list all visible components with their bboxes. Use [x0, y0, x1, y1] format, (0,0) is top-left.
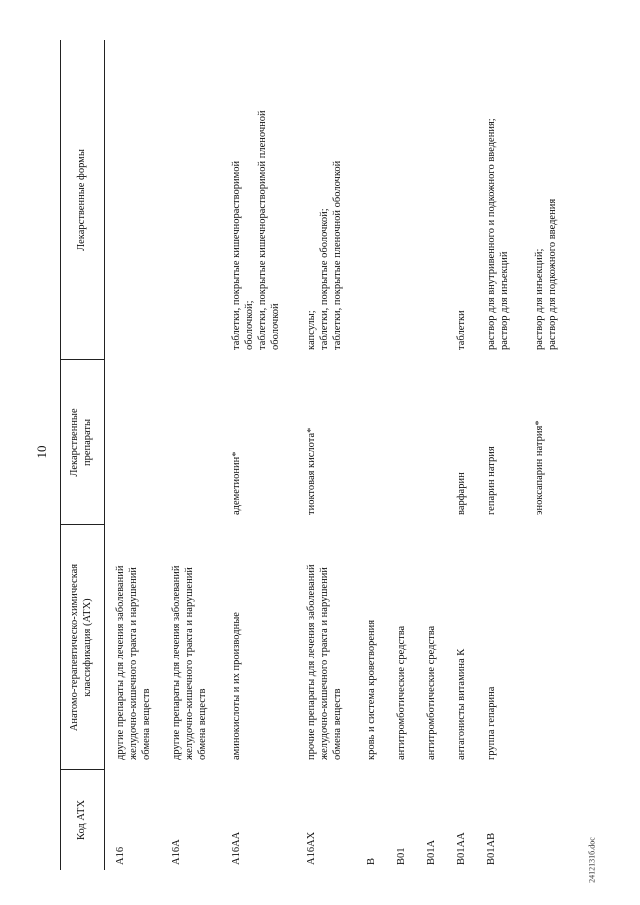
row-atc-line: антитромботические средства	[396, 625, 407, 760]
row-atc-line: другие препараты для лечения заболеваний	[115, 565, 126, 760]
header-code	[62, 770, 102, 870]
row-atc-line: группа гепарина	[486, 686, 497, 760]
row-atc	[365, 535, 378, 760]
row-code: B01	[396, 847, 407, 865]
header-atc-text: Анатомо-терапевтическо-химическая	[69, 563, 81, 732]
row-forms	[230, 50, 282, 350]
header-atc	[62, 525, 102, 770]
header-code-text: Код АТХ	[75, 799, 87, 841]
row-atc	[425, 535, 438, 760]
row-form-line: капсулы;	[306, 310, 317, 350]
row-drug: адеметионин*	[231, 451, 242, 515]
row-atc-line: кровь и система кроветворения	[366, 619, 377, 760]
row-form-line: оболочкой;	[244, 300, 255, 350]
row-code: A16	[115, 846, 126, 865]
row-form-line: таблетки, покрытые пленочной оболочкой	[332, 160, 343, 350]
row-atc	[395, 535, 408, 760]
row-code: A16AA	[231, 831, 242, 865]
row-forms	[305, 50, 344, 350]
row-code: B01A	[426, 839, 437, 865]
row-form-line: раствор для подкожного введения	[547, 198, 558, 350]
row-atc-line: антагонисты витамина К	[456, 648, 467, 760]
row-forms	[455, 50, 468, 350]
row-form-line: раствор для внутривенного и подкожного введения;	[486, 118, 497, 350]
page-number: 10	[34, 445, 49, 459]
header-forms	[62, 40, 102, 360]
row-form-line: раствор для инъекций	[499, 251, 510, 350]
row-forms	[533, 50, 559, 350]
row-code: A16A	[171, 839, 182, 865]
row-drug: тиоктовая кислота*	[306, 427, 317, 515]
row-atc-line: обмена веществ	[332, 688, 343, 760]
row-form-line: таблетки, покрытые оболочкой;	[319, 208, 330, 350]
row-atc	[455, 535, 468, 760]
row-atc	[230, 535, 243, 760]
row-atc-line: желудочно-кишечного тракта и нарушений	[184, 567, 195, 760]
row-atc	[485, 535, 498, 760]
row-code: B01AB	[486, 832, 497, 865]
row-form-line: оболочкой	[270, 303, 281, 350]
row-atc-line: другие препараты для лечения заболеваний	[171, 565, 182, 760]
row-code: B01AA	[456, 832, 467, 865]
document-filename: 2412131б.doc	[587, 837, 597, 883]
row-forms	[485, 50, 511, 350]
table-top-rule	[60, 40, 61, 870]
row-drug: варфарин	[456, 472, 467, 515]
header-forms-text: Лекарственные формы	[75, 149, 87, 251]
header-atc-text: классификация (АТХ)	[82, 598, 93, 697]
row-atc-line: желудочно-кишечного тракта и нарушений	[128, 567, 139, 760]
row-atc-line: прочие препараты для лечения заболеваний	[306, 564, 317, 760]
header-drugs	[62, 360, 102, 525]
row-form-line: раствор для инъекций;	[534, 248, 545, 350]
row-form-line: таблетки, покрытые кишечнорастворимой пленочной	[257, 110, 268, 350]
table-header-rule	[104, 40, 105, 870]
row-drug: эноксапарин натрия*	[534, 420, 545, 515]
row-atc-line: обмена веществ	[197, 688, 208, 760]
header-drugs-text: Лекарственные	[69, 408, 81, 477]
header-drugs-text: препараты	[82, 418, 93, 467]
row-atc	[305, 535, 344, 760]
row-atc-line: желудочно-кишечного тракта и нарушений	[319, 567, 330, 760]
row-code: A16AX	[306, 831, 317, 865]
row-atc	[114, 535, 153, 760]
row-atc-line: антитромботические средства	[426, 625, 437, 760]
row-atc	[170, 535, 209, 760]
row-atc-line: аминокислоты и их производные	[231, 612, 242, 760]
row-code: B	[366, 857, 377, 865]
row-atc-line: обмена веществ	[141, 688, 152, 760]
row-drug: гепарин натрия	[486, 446, 497, 515]
table	[60, 40, 620, 870]
row-form-line: таблетки	[456, 310, 467, 350]
row-form-line: таблетки, покрытые кишечнорастворимой	[231, 160, 242, 350]
